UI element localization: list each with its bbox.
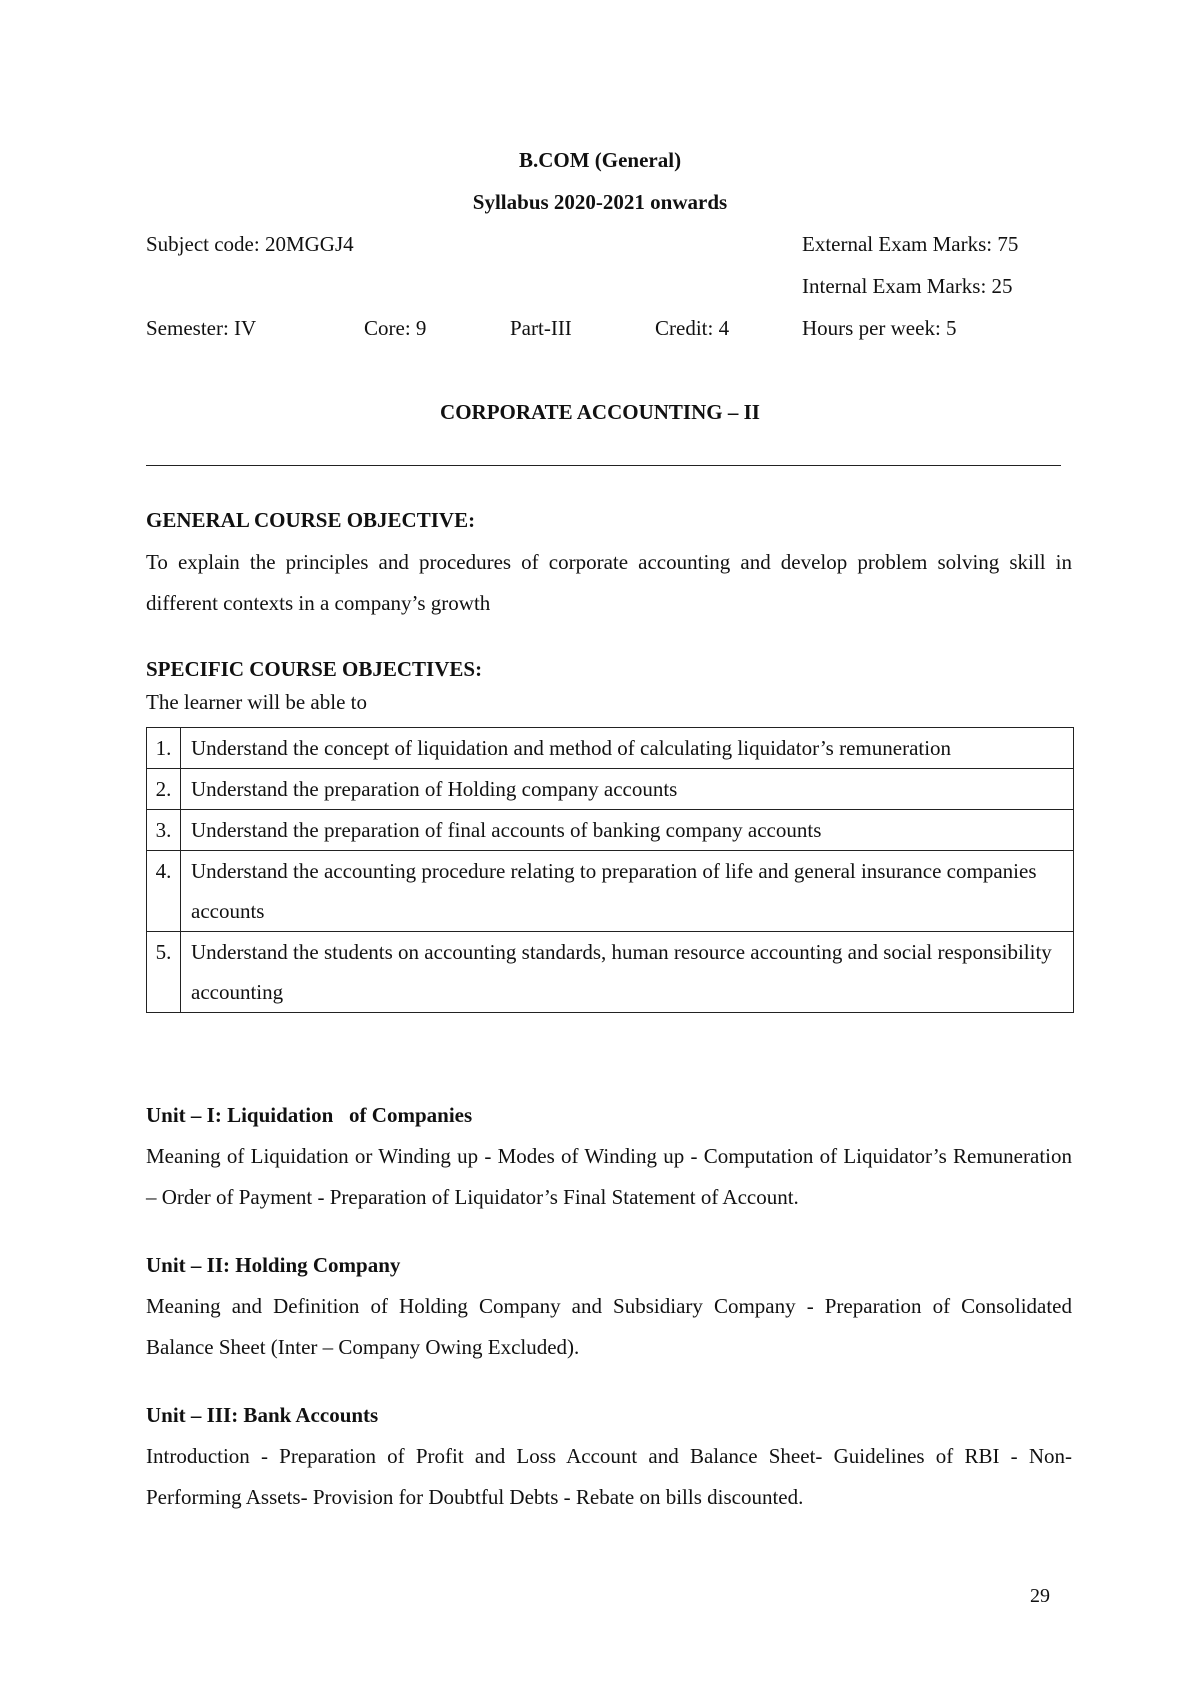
program-title: B.COM (General) [518, 148, 682, 172]
credit: Credit: 4 [655, 316, 730, 340]
objective-number: 2. [147, 769, 181, 810]
objective-text: Understand the preparation of final accounts of banking company accounts [181, 810, 1074, 851]
objective-number: 1. [147, 728, 181, 769]
external-marks: External Exam Marks: 75 [802, 232, 1019, 256]
table-row [147, 851, 1074, 932]
table-row [147, 810, 1074, 851]
unit-1-title: Unit – I: Liquidation of Companies [146, 1103, 473, 1127]
core: Core: 9 [364, 316, 427, 340]
course-title: CORPORATE ACCOUNTING – II [440, 400, 760, 424]
objective-number: 4. [147, 851, 181, 932]
objective-number: 3. [147, 810, 181, 851]
objective-text: Understand the students on accounting standards, human resource accounting and social responsibility accounting [181, 932, 1074, 1013]
objective-text: Understand the concept of liquidation and method of calculating liquidator’s remuneration [181, 728, 1074, 769]
table-row [147, 932, 1074, 1013]
unit-1-text: Meaning of Liquidation or Winding up - Modes of Winding up - Computation of Liquidator’s Remuneration – Order of Payment - Preparation of Liquidator’s Final Statement of Account. [146, 1144, 1072, 1209]
table-row [147, 769, 1074, 810]
unit-2-text: Meaning and Definition of Holding Company and Subsidiary Company - Preparation of Consolidated Balance Sheet (Inter – Company Owing Excluded). [146, 1294, 1072, 1359]
unit-3-text: Introduction - Preparation of Profit and Loss Account and Balance Sheet- Guidelines of RBI - Non- Performing Assets- Provision for Doubtful Debts - Rebate on bills discounted. [146, 1444, 1072, 1509]
objectives-table [146, 727, 1074, 1013]
table-row [147, 728, 1074, 769]
specific-objectives-intro: The learner will be able to [146, 690, 367, 714]
objective-number: 5. [147, 932, 181, 1013]
page-number: 29 [1030, 1585, 1050, 1607]
objective-text: Understand the accounting procedure relating to preparation of life and general insurance companies accounts [181, 851, 1074, 932]
semester: Semester: IV [146, 316, 257, 340]
syllabus-year: Syllabus 2020-2021 onwards [472, 190, 728, 214]
part: Part-III [510, 316, 572, 340]
general-objective-heading: GENERAL COURSE OBJECTIVE: [146, 508, 476, 532]
internal-marks: Internal Exam Marks: 25 [802, 274, 1013, 298]
unit-2-title: Unit – II: Holding Company [146, 1253, 401, 1277]
specific-objectives-heading: SPECIFIC COURSE OBJECTIVES: [146, 657, 483, 681]
subject-code: Subject code: 20MGGJ4 [146, 232, 354, 256]
divider-line [146, 465, 1061, 466]
objective-text: Understand the preparation of Holding company accounts [181, 769, 1074, 810]
unit-3-title: Unit – III: Bank Accounts [146, 1403, 379, 1427]
hours-per-week: Hours per week: 5 [802, 316, 957, 340]
general-objective-text: To explain the principles and procedures of corporate accounting and develop problem solving skill in different contexts in a company’s growth [146, 550, 1072, 615]
